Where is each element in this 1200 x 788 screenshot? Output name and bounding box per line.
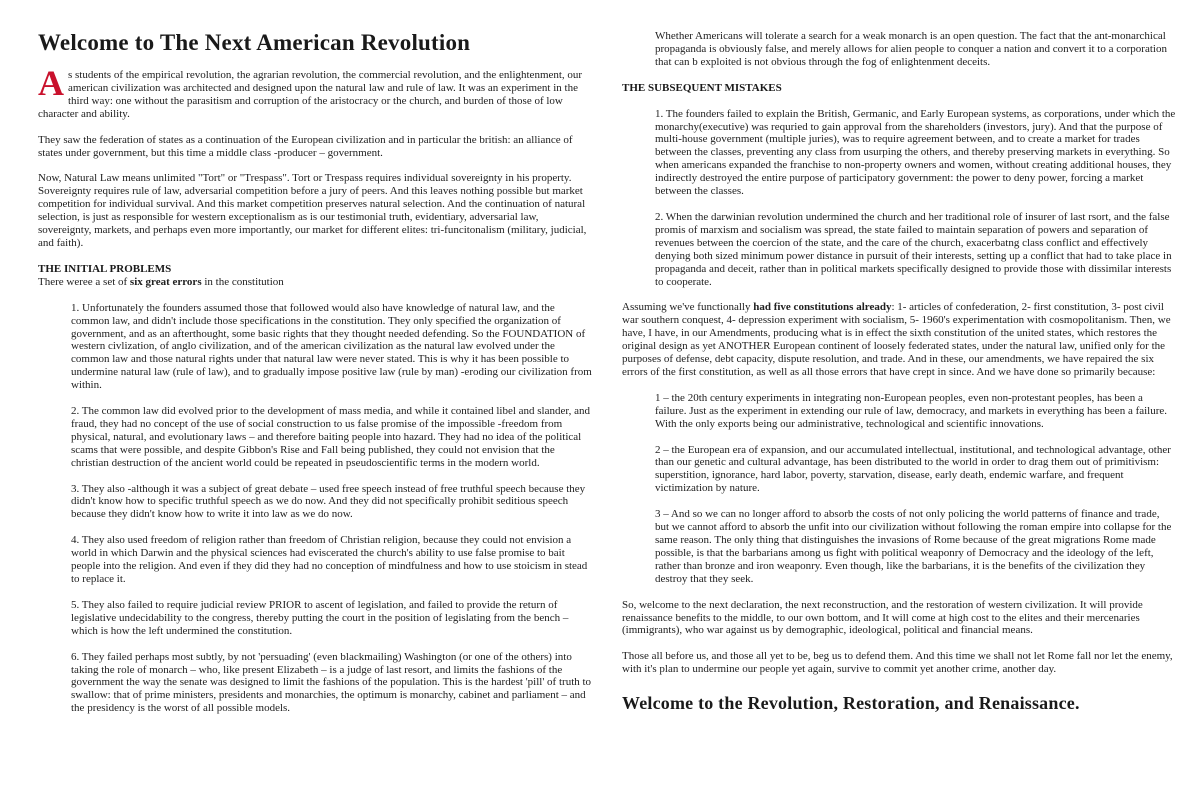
paragraph: They saw the federation of states as a continuation of the European civilization and in particular the british: an alliance of states under government, but this time a middle class -producer – government. (38, 133, 573, 159)
paragraph (38, 276, 592, 289)
section-heading: THE INITIAL PROBLEMS (38, 262, 172, 275)
closing-heading: Welcome to the Revolution, Restoration, and Renaissance. (622, 693, 1080, 714)
paragraph-text: Assuming we've functionally (622, 301, 754, 314)
bold-text: six great errors (129, 275, 202, 288)
paragraph: So, welcome to the next declaration, the next reconstruction, and the restoration of western civilization. It will provide renaissance benefits to the middle, to our own bottom, and It will come at high cost to the elites and their mercenaries (immigrants), who war against us by demographic, ideological, political and financial means. (622, 598, 1143, 637)
numbered-item: 1 – the 20th century experiments in integrating non-European peoples, even non-protestant peoples, has been a failure. Just as the experiment in extending our rule of law, democracy, and markets in everything has been a failure. With the only exports being our administrative, technological and scientific innovations. (655, 391, 1168, 430)
paragraph-text: in the constitution (201, 275, 284, 288)
numbered-item: 3 – And so we can no longer afford to absorb the costs of not only policing the world patterns of finance and trade, but we cannot afford to absorb the unfit into our civilization without following the roman empire into collapse for the same reason. The only thing that distinguishes the invasions of Rome because of the great migrations Rome made possible, is that the barbarians among us fight with political weaponry of Democracy and the ideology of the left, rather than bronze and iron weaponry. Even though, like the barbarians, it is the benefits of the civilization they destroy that they seek. (655, 508, 1172, 585)
numbered-item: 6. They failed perhaps most subtly, by not 'persuading' (even blackmailing) Washington (or one of the others) into taking the role of monarch – who, like present Elizabeth – is a judge of last resort, and limits the fashions of the government the way the senate was designed to limit the fashions of the population. This is the hardest 'pill' of truth to swallow: that of prime ministers, presidents and monarchies, the optimum is monarchy, cabinet and parliament – and the presidency is the worst of all possible models. (71, 650, 592, 715)
paragraph: Those all before us, and those all yet to be, beg us to defend them. And this time we shall not let Rome fall nor let the enemy, with it's plan to undermine our people yet again, survive to commit yet another crime, another day. (622, 650, 1173, 676)
right-column (622, 30, 1176, 788)
paragraph (622, 301, 1176, 378)
numbered-item: 2. The common law did evolved prior to the development of mass media, and while it contained libel and slander, and fraud, they had no concept of the use of social construction to us false promise of the impossible -freedom from physical, natural, and evolutionary laws – and therefore baiting people into hazard. They had no idea of the political scams that were possible, and despite Gibbon's Rise and Fall being published, they could not envision that the christian destruction of the ancient world could be repeated in pseudoscientific terms in the modern world. (71, 405, 590, 469)
left-column (38, 30, 592, 788)
numbered-item: 2 – the European era of expansion, and our accumulated intellectual, institutional, and technological advantage, other than our genetic and cultural advantage, has been distributed to the world in order to drag them out of primitivism: superstition, ignorance, hard labor, poverty, starvation, disease, early death, endemic warfare, and frequent victimization by nature. (655, 443, 1171, 495)
numbered-item: 2. When the darwinian revolution undermined the church and her traditional role of insurer of last rsort, and the false promis of marxism and socialism was spread, the state failed to maintain separation of powers and separation of revenues between the coercion of the state, and the care of the church, exacerbatng class conflict and effectively denying both sized minimum power distance in pursuit of their interests, setting up a conflict that had to take place in propaganda and deceit, rather than in political markets specifically designed to provide those with dissimilar interests to cooperate. (655, 210, 1172, 288)
opening-paragraph (38, 63, 592, 121)
section-heading: THE SUBSEQUENT MISTAKES (622, 81, 782, 94)
paragraph-text: s students of the empirical revolution, the agrarian revolution, the commercial revolution, and the enlightenment, our american civilization was architected and designed upon the natural law and rule of law. It was an experiment in the third way: one without the parasitism and corruption of the aristocracy or the church, and burden of those of low character and ability. (38, 69, 583, 120)
paragraph: Now, Natural Law means unlimited "Tort" or "Trespass". Tort or Trespass requires individual sovereignty in his property. Sovereignty requires rule of law, adversarial competition before a jury of peers. And this leaves nothing possible but market competition for individual survival. And this market competition preserves natural selection. And the continuation of natural selection, is just as responsible for western exceptionalism as is our testimonial truth, evidentiary, adversarial law, sovereignty, markets, and perhaps even more importantly, our market for different elites: tri-funcitonalism (military, judicial, and faith). (38, 172, 587, 249)
paragraph-text: There weree a set of (38, 275, 130, 288)
drop-cap: A (38, 63, 64, 103)
numbered-item: 5. They also failed to require judicial review PRIOR to ascent of legislation, and failed to provide the return of legislative undecidability to the congress, thereby putting the court in the position of legislating from the bench – which is how the left undermined the constitution. (71, 598, 569, 637)
numbered-item: 3. They also -although it was a subject of great debate – used free speech instead of free truthful speech because they didn't know how to specific truthful speech as we do now. And they did not specifically prohibit seditious speech because they didn't know how to write it into law as we do now. (71, 482, 586, 521)
bold-text: had five constitutions already (753, 301, 892, 314)
numbered-item: Whether Americans will tolerate a search for a weak monarch is an open question. The fact that the ant-monarchical propaganda is obviously false, and merely allows for alien people to conquer a nation and convert it to a corporation that can b exploited is not obvious through the fog of enlightenment deceits. (655, 30, 1167, 68)
numbered-item: 1. Unfortunately the founders assumed those that followed would also have knowledge of natural law, and the common law, and didn't include those specifications in the constitution. They only specified the organization of government, and as an afterthought, some basic rights that they thought needed defending. So the FOUNDATION of western civlization, of anglo civilization, and of the american civilization as the natural law evolved under the common law and those natural rights under that natural law were never stated. This is why it has been possible to undermine natural law (rule of law), and to gradually impose positive law (rule by man) -eroding our civilization from within. (71, 301, 592, 392)
numbered-item: 4. They also used freedom of religion rather than freedom of Christian religion, because they could not envision a world in which Darwin and the physical sciences had eviscerated the church's ability to use false promise to bait people into the religion. And even if they did they had no conception of mindfulness and how to use stoicism in stead to replace it. (71, 534, 588, 585)
document-title: Welcome to The Next American Revolution (38, 30, 471, 55)
numbered-item: 1. The founders failed to explain the British, Germanic, and Early European systems, as corporations, under which the monarchy(executive) was requried to gain approval from the shareholders (investors, jury). And that the purpose of multi-house government (multiple juries), was to require agreement between, and to create a market for trades between the classes, preventing any class from usurping the others, and thereby preserving markets in everything. So when americans expanded the franchise to non-property owners and women, without creating additional houses, they indirectly destroyed the entire purpose of participatory government: the power to deny power, forcing a market between the classes. (655, 107, 1176, 198)
paragraph-text: : 1- articles of confederation, 2- first constitution, 3- post civil war southern conquest, 4- depression experiment with socialism, 5- 1960's experimentation with cosmopolitanism. Then, we have, I have, in our Amendments, producing what is in effect the sixth constitution of the united states, which restores the original design as yet ANOTHER European continent of loosely federated states, under the natural law, unified only for the purposes of defense, debt capacity, dispute resolution, and trade. And in these, our amendments, we have repaired the six errors of the first constitution, as well as all those errors that have crept in since. And we have done so primarily because: (622, 301, 1171, 378)
